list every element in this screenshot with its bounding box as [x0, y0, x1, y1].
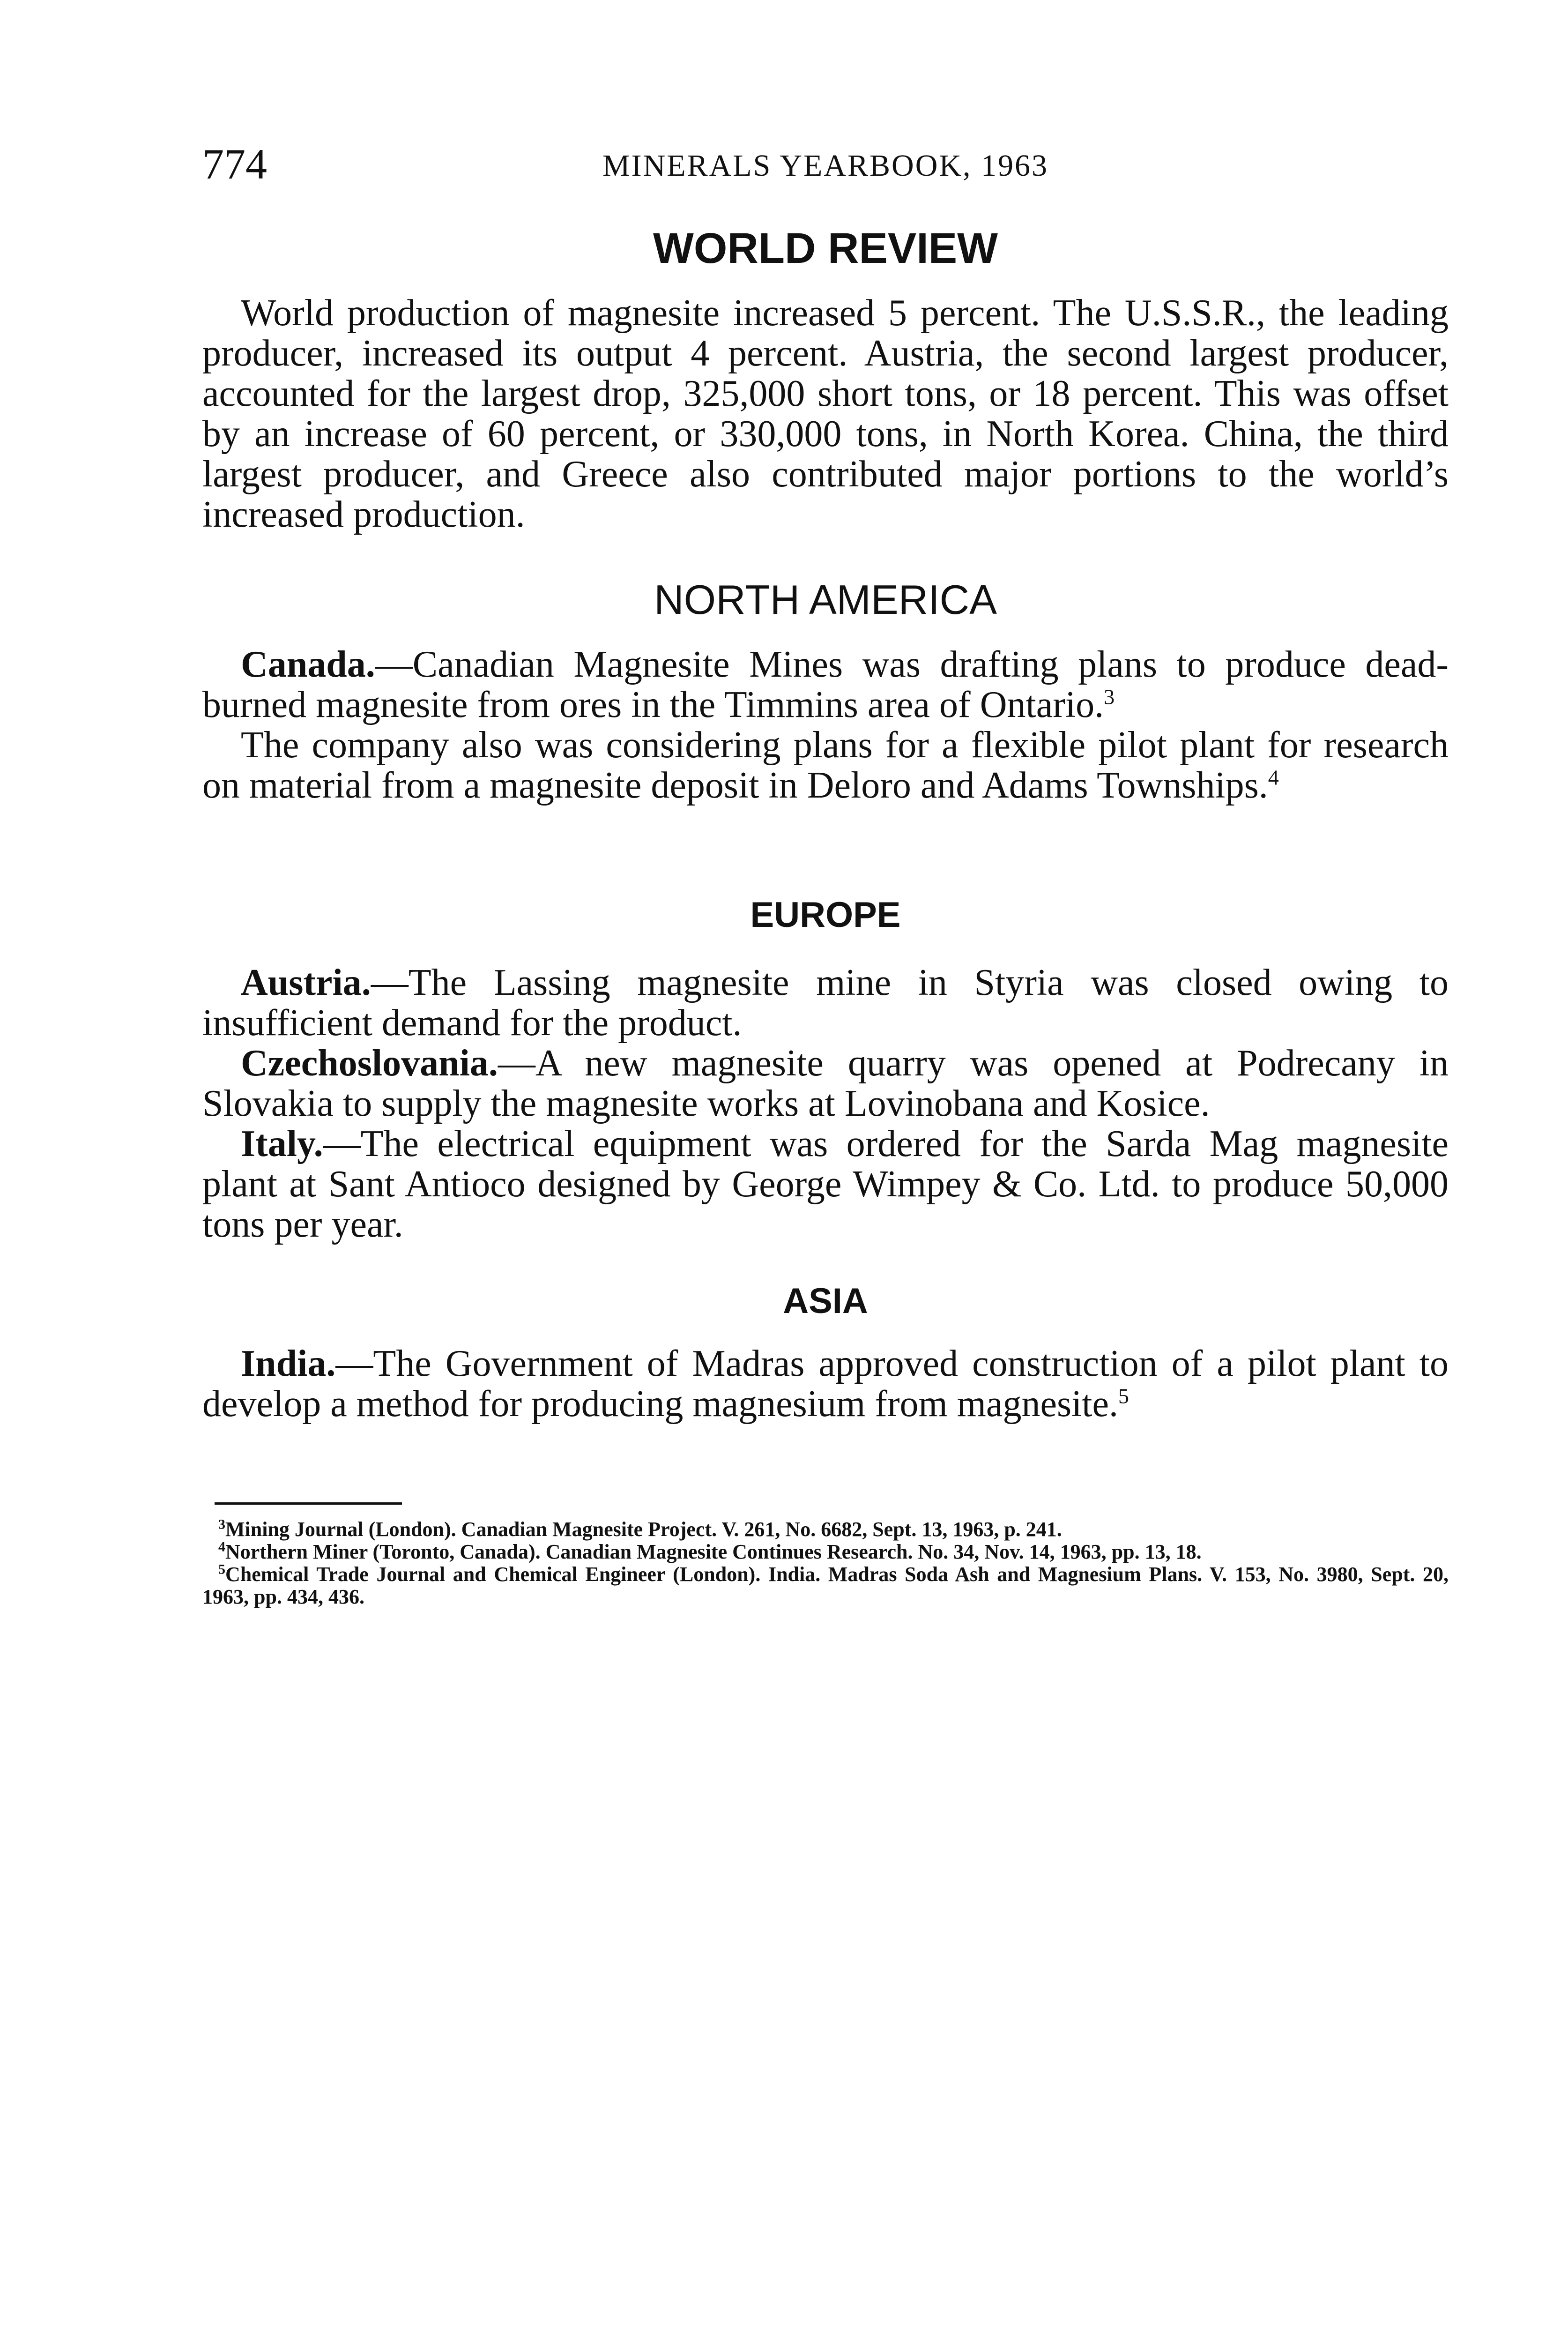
footnote-5-text: Chemical Trade Journal and Chemical Engineer (London). India. Madras Soda Ash and Magnesium Plans. V. 153, No. 3980, Sept. 20, 1963, pp. 434, 436.: [202, 1563, 1449, 1608]
czechoslovakia-text: —A new magnesite quarry was opened at Podrecany in Slovakia to supply the magnesite works at Lovinobana and Kosice.: [202, 1043, 1449, 1124]
heading-asia: ASIA: [783, 1281, 868, 1321]
page-number: 774: [202, 140, 267, 188]
footnote-3: [202, 1518, 1449, 1541]
footnote-ref-3: 3: [1104, 685, 1115, 709]
italy-label: Italy.: [241, 1123, 323, 1164]
india-label: India.: [241, 1343, 336, 1384]
footnote-4-mark: 4: [218, 1539, 225, 1555]
footnote-5: [202, 1563, 1449, 1608]
heading-europe: EUROPE: [750, 895, 901, 935]
footnote-3-mark: 3: [218, 1516, 225, 1532]
footnote-rule: [215, 1502, 402, 1505]
canada-pilot-paragraph: [202, 725, 1449, 806]
footnote-4-text: Northern Miner (Toronto, Canada). Canadian Magnesite Continues Research. No. 34, Nov. 14, 1963, pp. 13, 18.: [225, 1540, 1202, 1563]
footnote-3-text: Mining Journal (London). Canadian Magnesite Project. V. 261, No. 6682, Sept. 13, 1963, p. 241.: [225, 1518, 1062, 1541]
footnote-ref-4: 4: [1268, 765, 1279, 790]
italy-text: —The electrical equipment was ordered for the Sarda Mag magnesite plant at Sant Antioco designed by George Wimpey & Co. Ltd. to produce 50,000 tons per year.: [202, 1123, 1449, 1245]
austria-paragraph: [202, 963, 1449, 1043]
page-header: [202, 138, 1449, 190]
czechoslovakia-label: Czechoslovania.: [241, 1043, 498, 1084]
footnote-4: [202, 1541, 1449, 1563]
canada-pilot-text: The company also was considering plans for a flexible pilot plant for research on material from a magnesite deposit in Deloro and Adams Townships.: [202, 724, 1449, 806]
heading-north-america: NORTH AMERICA: [654, 576, 997, 623]
asia-body: [202, 1343, 1449, 1424]
india-paragraph: [202, 1343, 1449, 1424]
running-title: MINERALS YEARBOOK, 1963: [602, 149, 1049, 183]
footnote-ref-5: 5: [1118, 1384, 1130, 1408]
footnote-5-mark: 5: [218, 1561, 225, 1577]
north-america-body: [202, 644, 1449, 806]
footnotes: [202, 1518, 1449, 1608]
heading-world-review: WORLD REVIEW: [653, 224, 998, 272]
italy-paragraph: [202, 1124, 1449, 1245]
world-review-paragraph: World production of magnesite increased 5 percent. The U.S.S.R., the leading producer, increased its output 4 percent. Austria, the second largest producer, accounted for the largest drop, 325,000 short tons, or 18 percent. This was offset by an increase of 60 percent, or 330,000 tons, in North Korea. China, the third largest producer, and Greece also contributed major portions to the world’s increased production.: [202, 292, 1449, 535]
czechoslovakia-paragraph: [202, 1043, 1449, 1124]
austria-text: —The Lassing magnesite mine in Styria was closed owing to insufficient demand for the product.: [202, 962, 1449, 1044]
canada-label: Canada.: [241, 644, 375, 685]
india-text: —The Government of Madras approved construction of a pilot plant to develop a method for producing magnesium from magnesite.: [202, 1343, 1449, 1425]
world-review-body: [202, 293, 1449, 535]
europe-body: [202, 963, 1449, 1245]
austria-label: Austria.: [241, 962, 371, 1003]
canada-paragraph: [202, 644, 1449, 725]
canada-text: —Canadian Magnesite Mines was drafting plans to produce dead-burned magnesite from ores in the Timmins area of Ontario.: [202, 644, 1449, 725]
